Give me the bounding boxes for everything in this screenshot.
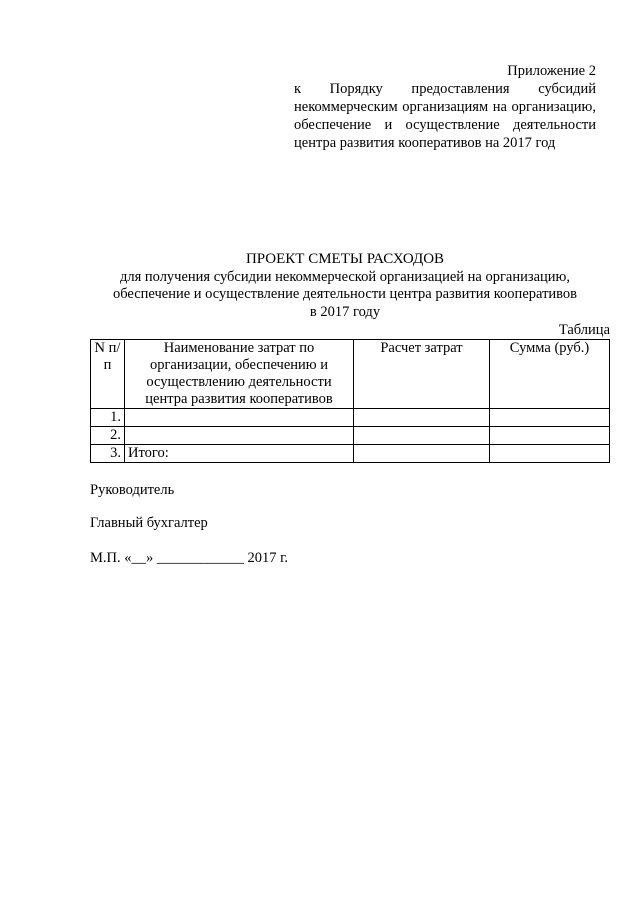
heading-line-2: обеспечение и осуществление деятельности центра развития кооперативов [112, 286, 578, 302]
row-name [125, 409, 354, 427]
stamp-date-line: М.П. «__» ____________ 2017 г. [90, 550, 289, 566]
header-name: Наименование затрат по организации, обеспечению и осуществлению деятельности центра развития кооперативов [125, 340, 354, 409]
row-num: 2. [91, 427, 125, 445]
table-label: Таблица [558, 322, 610, 338]
row-num: 1. [91, 409, 125, 427]
appendix-block [294, 62, 596, 152]
row-name [125, 427, 354, 445]
table-header-row [91, 340, 610, 409]
table-row-total [91, 445, 610, 463]
heading-line-1: для получения субсидии некоммерческой организацией на организацию, [119, 268, 571, 285]
row-sum [490, 427, 610, 445]
appendix-text: к Порядку предоставления субсидий некоммерческим организациям на организацию, обеспечение и осуществление деятельности центра развития кооперативов на 2017 год [294, 81, 596, 151]
document-heading [80, 251, 610, 321]
row-calc [354, 445, 490, 463]
signature-head: Руководитель [90, 482, 175, 498]
estimate-table [90, 339, 610, 463]
table-row [91, 409, 610, 427]
header-calc: Расчет затрат [354, 340, 490, 409]
row-sum [490, 409, 610, 427]
signature-accountant: Главный бухгалтер [90, 515, 208, 531]
heading-line-3: в 2017 году [309, 303, 381, 320]
header-num: N п/п [91, 340, 125, 409]
heading-title: ПРОЕКТ СМЕТЫ РАСХОДОВ [245, 251, 445, 267]
row-calc [354, 427, 490, 445]
row-sum [490, 445, 610, 463]
row-num: 3. [91, 445, 125, 463]
appendix-title: Приложение 2 [507, 63, 596, 79]
table-row [91, 427, 610, 445]
header-sum: Сумма (руб.) [490, 340, 610, 409]
row-calc [354, 409, 490, 427]
row-name: Итого: [125, 445, 354, 463]
